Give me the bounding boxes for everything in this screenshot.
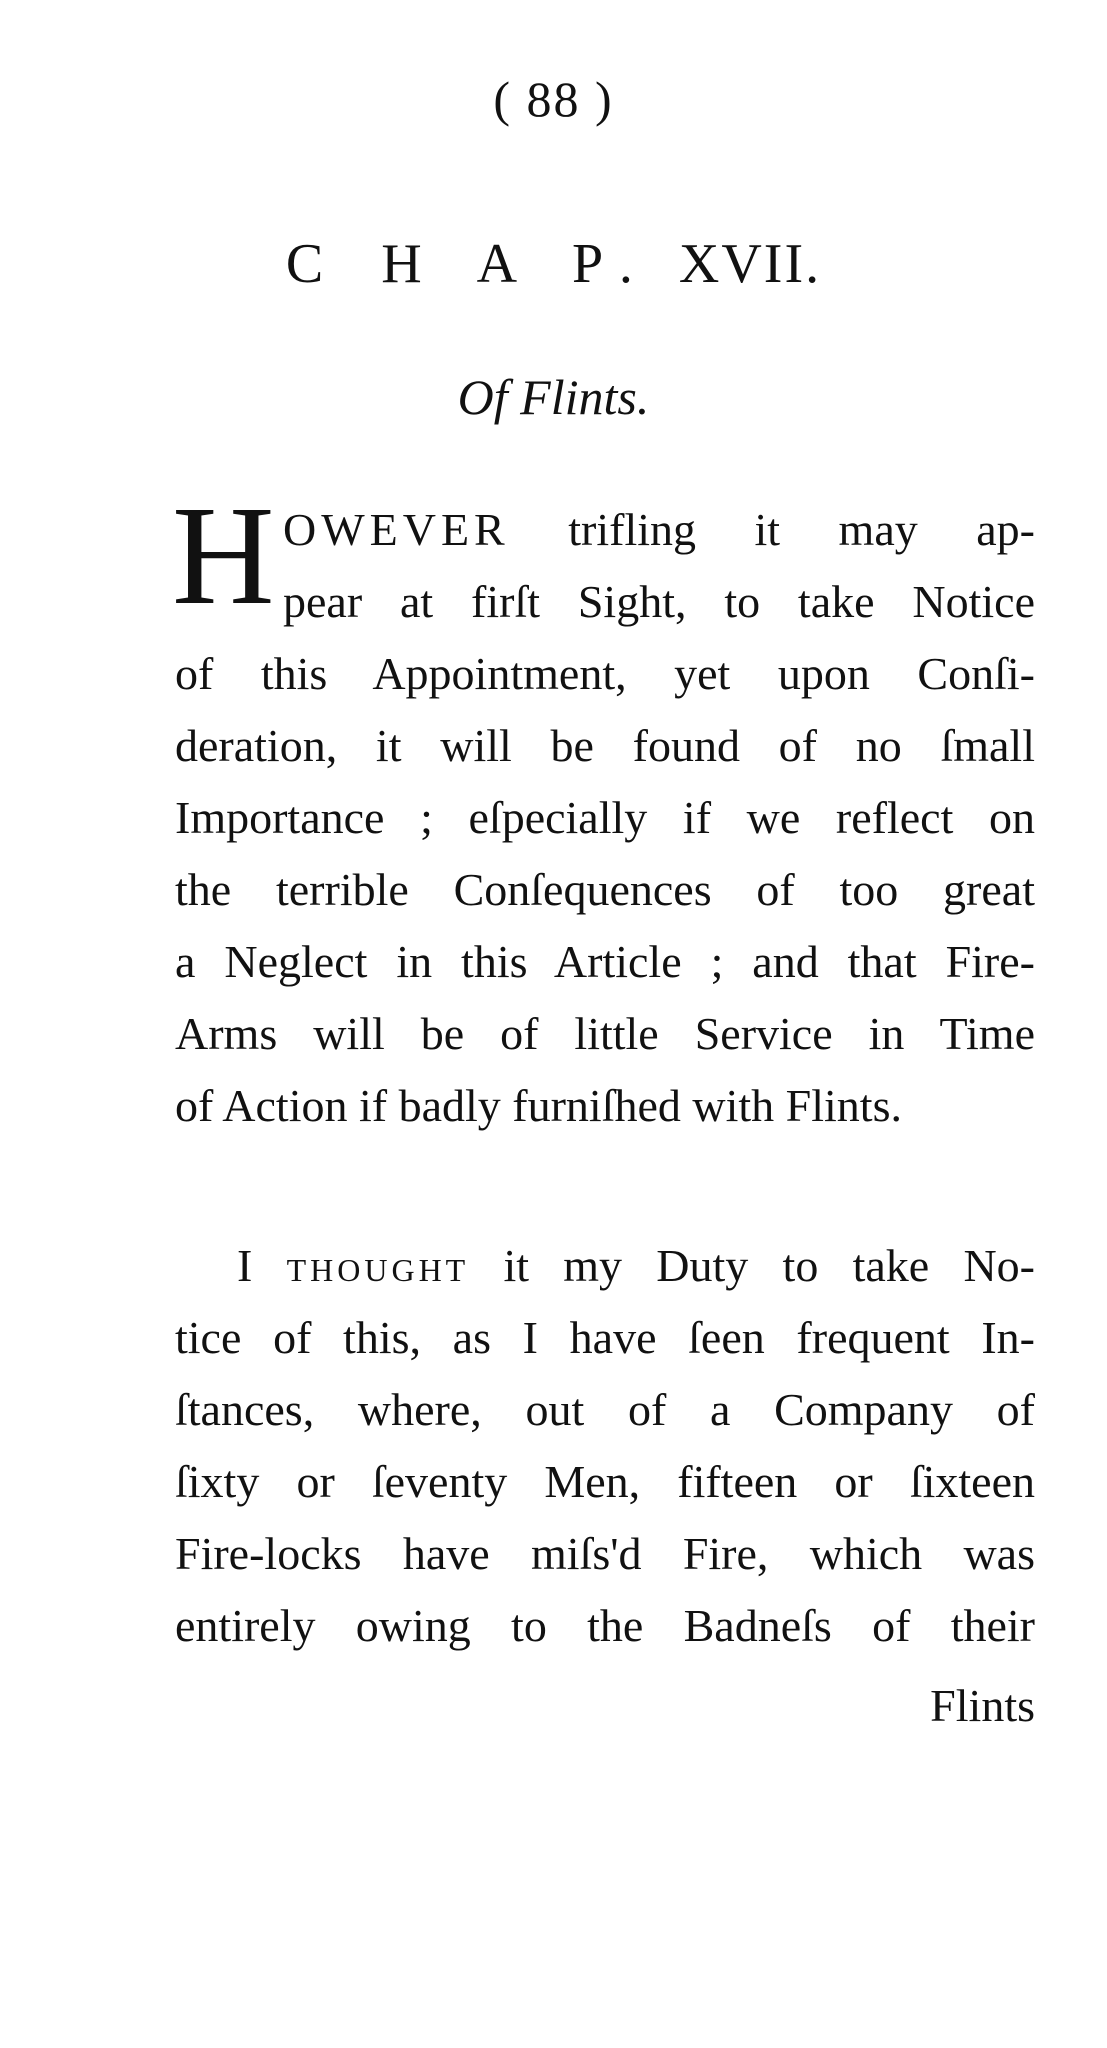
paragraph-1-line: Arms will be of little Service in Time [175,1008,1035,1059]
paragraph-1-line: deration, it will be found of no ſmall [175,720,1035,771]
line-text: it my Duty to take No- [503,1240,1035,1291]
chapter-title: Of Flints. [457,369,650,425]
drop-cap: H [172,476,275,634]
paragraph-1-line: of Action if badly furniſhed with Flints. [175,1080,902,1131]
paragraph-1-line [283,500,1035,560]
paragraph-2-line: tice of this, as I have ſeen frequent In- [175,1312,1035,1363]
line-text: trifling it may ap- [568,504,1035,555]
chapter-heading [0,232,1107,296]
paragraph-2-line: entirely owing to the Badneſs of their [175,1600,1035,1651]
lead-caps: OWEVER [283,504,510,555]
chapter-number: XVII. [678,233,822,295]
paragraph-1-line: pear at firſt Sight, to take Notice [283,576,1035,627]
paragraph-2-line: ſtances, where, out of a Company of [175,1384,1035,1435]
paragraph-1-line: of this Appointment, yet upon Conſi- [175,648,1035,699]
page-number: ( 88 ) [493,71,614,127]
catchword: Flints [930,1680,1035,1731]
paragraph-2-line: ſixty or ſeventy Men, fifteen or ſixteen [175,1456,1035,1507]
chapter-label: C H A P. [285,233,655,295]
paragraph-2-line: Fire-locks have miſs'd Fire, which was [175,1528,1035,1579]
paragraph-1-line: a Neglect in this Article ; and that Fire- [175,936,1035,987]
paragraph-1-line: Importance ; eſpecially if we reflect on [175,792,1035,843]
lead-smallcaps: thought [286,1240,470,1291]
paragraph-1-line: the terrible Conſequences of too great [175,864,1035,915]
lead-letter: I [237,1240,253,1291]
paragraph-2-line [237,1236,1035,1296]
